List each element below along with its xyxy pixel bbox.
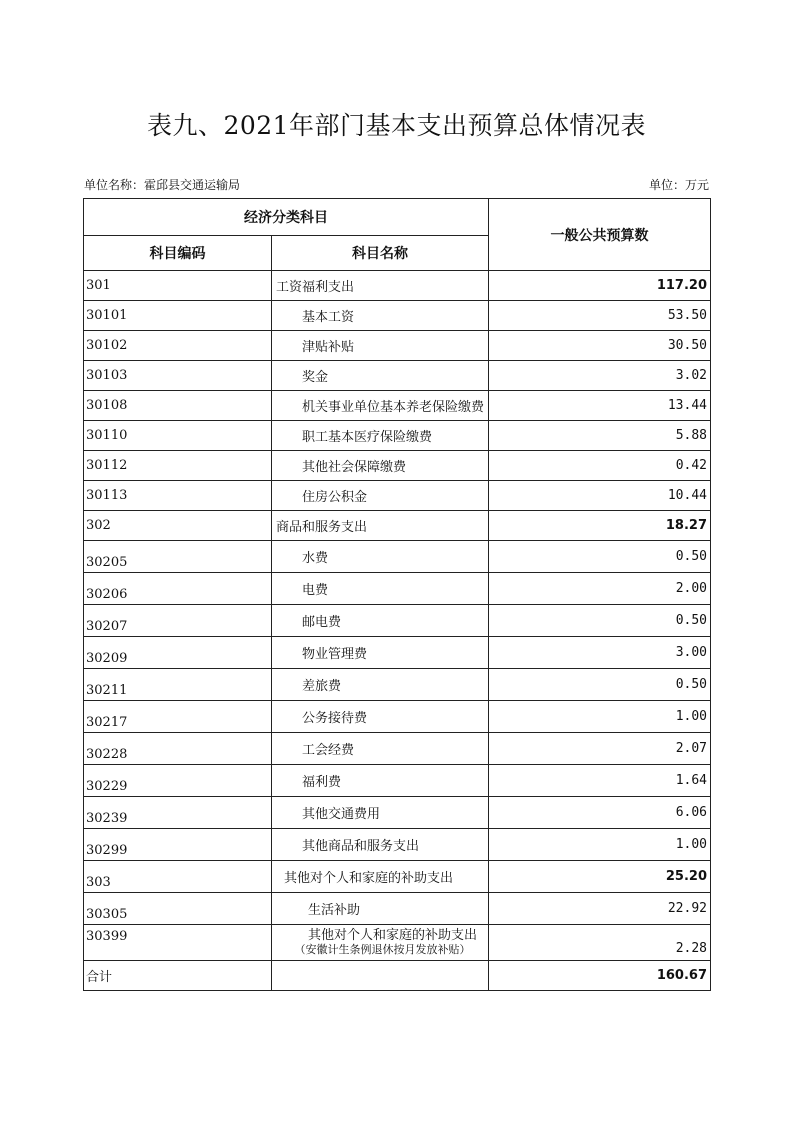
row-name-cell [272,925,489,961]
row-amount: 3.02 [489,361,711,391]
row-name: 其他社会保障缴费 [272,451,489,481]
total-amount: 160.67 [489,961,711,991]
table-row [84,669,711,701]
unit-label: 单位：万元 [648,178,709,192]
row-amount: 5.88 [489,421,711,451]
row-name: 其他对个人和家庭的补助支出 [307,927,477,943]
row-name: 奖金 [272,361,489,391]
row-amount: 22.92 [489,893,711,925]
row-name: 差旅费 [272,669,489,701]
row-amount: 6.06 [489,797,711,829]
row-code: 30229 [84,765,272,797]
row-code: 30112 [84,451,272,481]
row-code: 30108 [84,391,272,421]
row-code: 30239 [84,797,272,829]
row-code: 302 [84,511,272,541]
row-amount: 2.00 [489,573,711,605]
table-row [84,541,711,573]
table-row [84,421,711,451]
row-code: 30102 [84,331,272,361]
row-code: 301 [84,271,272,301]
row-name: 津贴补贴 [272,331,489,361]
header-amount: 一般公共预算数 [489,199,711,271]
row-amount: 0.42 [489,451,711,481]
row-code: 30206 [84,573,272,605]
row-amount: 10.44 [489,481,711,511]
row-name: 水费 [272,541,489,573]
row-name: 邮电费 [272,605,489,637]
table-row [84,481,711,511]
table-row [84,797,711,829]
table-row [84,829,711,861]
row-code: 30299 [84,829,272,861]
row-name: 其他对个人和家庭的补助支出 [272,861,489,893]
row-amount: 1.64 [489,765,711,797]
row-code: 30103 [84,361,272,391]
row-amount: 0.50 [489,669,711,701]
total-row [84,961,711,991]
table-row [84,893,711,925]
row-name: 工资福利支出 [272,271,489,301]
row-code: 30101 [84,301,272,331]
table-row [84,765,711,797]
row-amount: 18.27 [489,511,711,541]
row-amount: 117.20 [489,271,711,301]
budget-table [83,198,711,991]
page-title: 表九、2021年部门基本支出预算总体情况表 [146,111,647,140]
total-name-empty [272,961,489,991]
total-label: 合计 [84,961,272,991]
row-amount: 1.00 [489,829,711,861]
unit-name: 单位名称：霍邱县交通运输局 [84,178,241,192]
table-row [84,605,711,637]
table-row [84,451,711,481]
row-code: 30207 [84,605,272,637]
row-amount: 3.00 [489,637,711,669]
row-code: 30205 [84,541,272,573]
row-name: 物业管理费 [272,637,489,669]
row-code: 30110 [84,421,272,451]
header-category: 经济分类科目 [84,199,489,236]
row-name: 工会经费 [272,733,489,765]
row-amount: 53.50 [489,301,711,331]
table-row [84,861,711,893]
table-row [84,271,711,301]
row-amount: 0.50 [489,541,711,573]
row-amount: 0.50 [489,605,711,637]
table-row [84,637,711,669]
table-row [84,701,711,733]
table-row [84,301,711,331]
row-code: 30209 [84,637,272,669]
row-name: 其他交通费用 [272,797,489,829]
row-name: 电费 [272,573,489,605]
row-code: 30211 [84,669,272,701]
row-name: 其他商品和服务支出 [272,829,489,861]
row-code: 303 [84,861,272,893]
header-name: 科目名称 [272,236,489,271]
row-code: 30305 [84,893,272,925]
row-name: 福利费 [272,765,489,797]
table-row [84,925,711,961]
table-row [84,391,711,421]
row-code: 30399 [84,925,272,961]
row-amount: 2.07 [489,733,711,765]
row-code: 30113 [84,481,272,511]
row-name: 基本工资 [272,301,489,331]
row-amount: 25.20 [489,861,711,893]
table-row [84,733,711,765]
row-amount: 2.28 [489,925,711,961]
row-code: 30228 [84,733,272,765]
row-name: 生活补助 [272,893,489,925]
row-name: 机关事业单位基本养老保险缴费 [272,391,489,421]
row-name: 住房公积金 [272,481,489,511]
row-amount: 13.44 [489,391,711,421]
row-code: 30217 [84,701,272,733]
row-name: 公务接待费 [272,701,489,733]
row-amount: 1.00 [489,701,711,733]
row-name: 职工基本医疗保险缴费 [272,421,489,451]
table-row [84,573,711,605]
row-amount: 30.50 [489,331,711,361]
table-row [84,331,711,361]
table-row [84,511,711,541]
row-name-note: （安徽计生条例退休按月发放补贴） [294,942,471,956]
row-name: 商品和服务支出 [272,511,489,541]
table-row [84,361,711,391]
header-code: 科目编码 [84,236,272,271]
